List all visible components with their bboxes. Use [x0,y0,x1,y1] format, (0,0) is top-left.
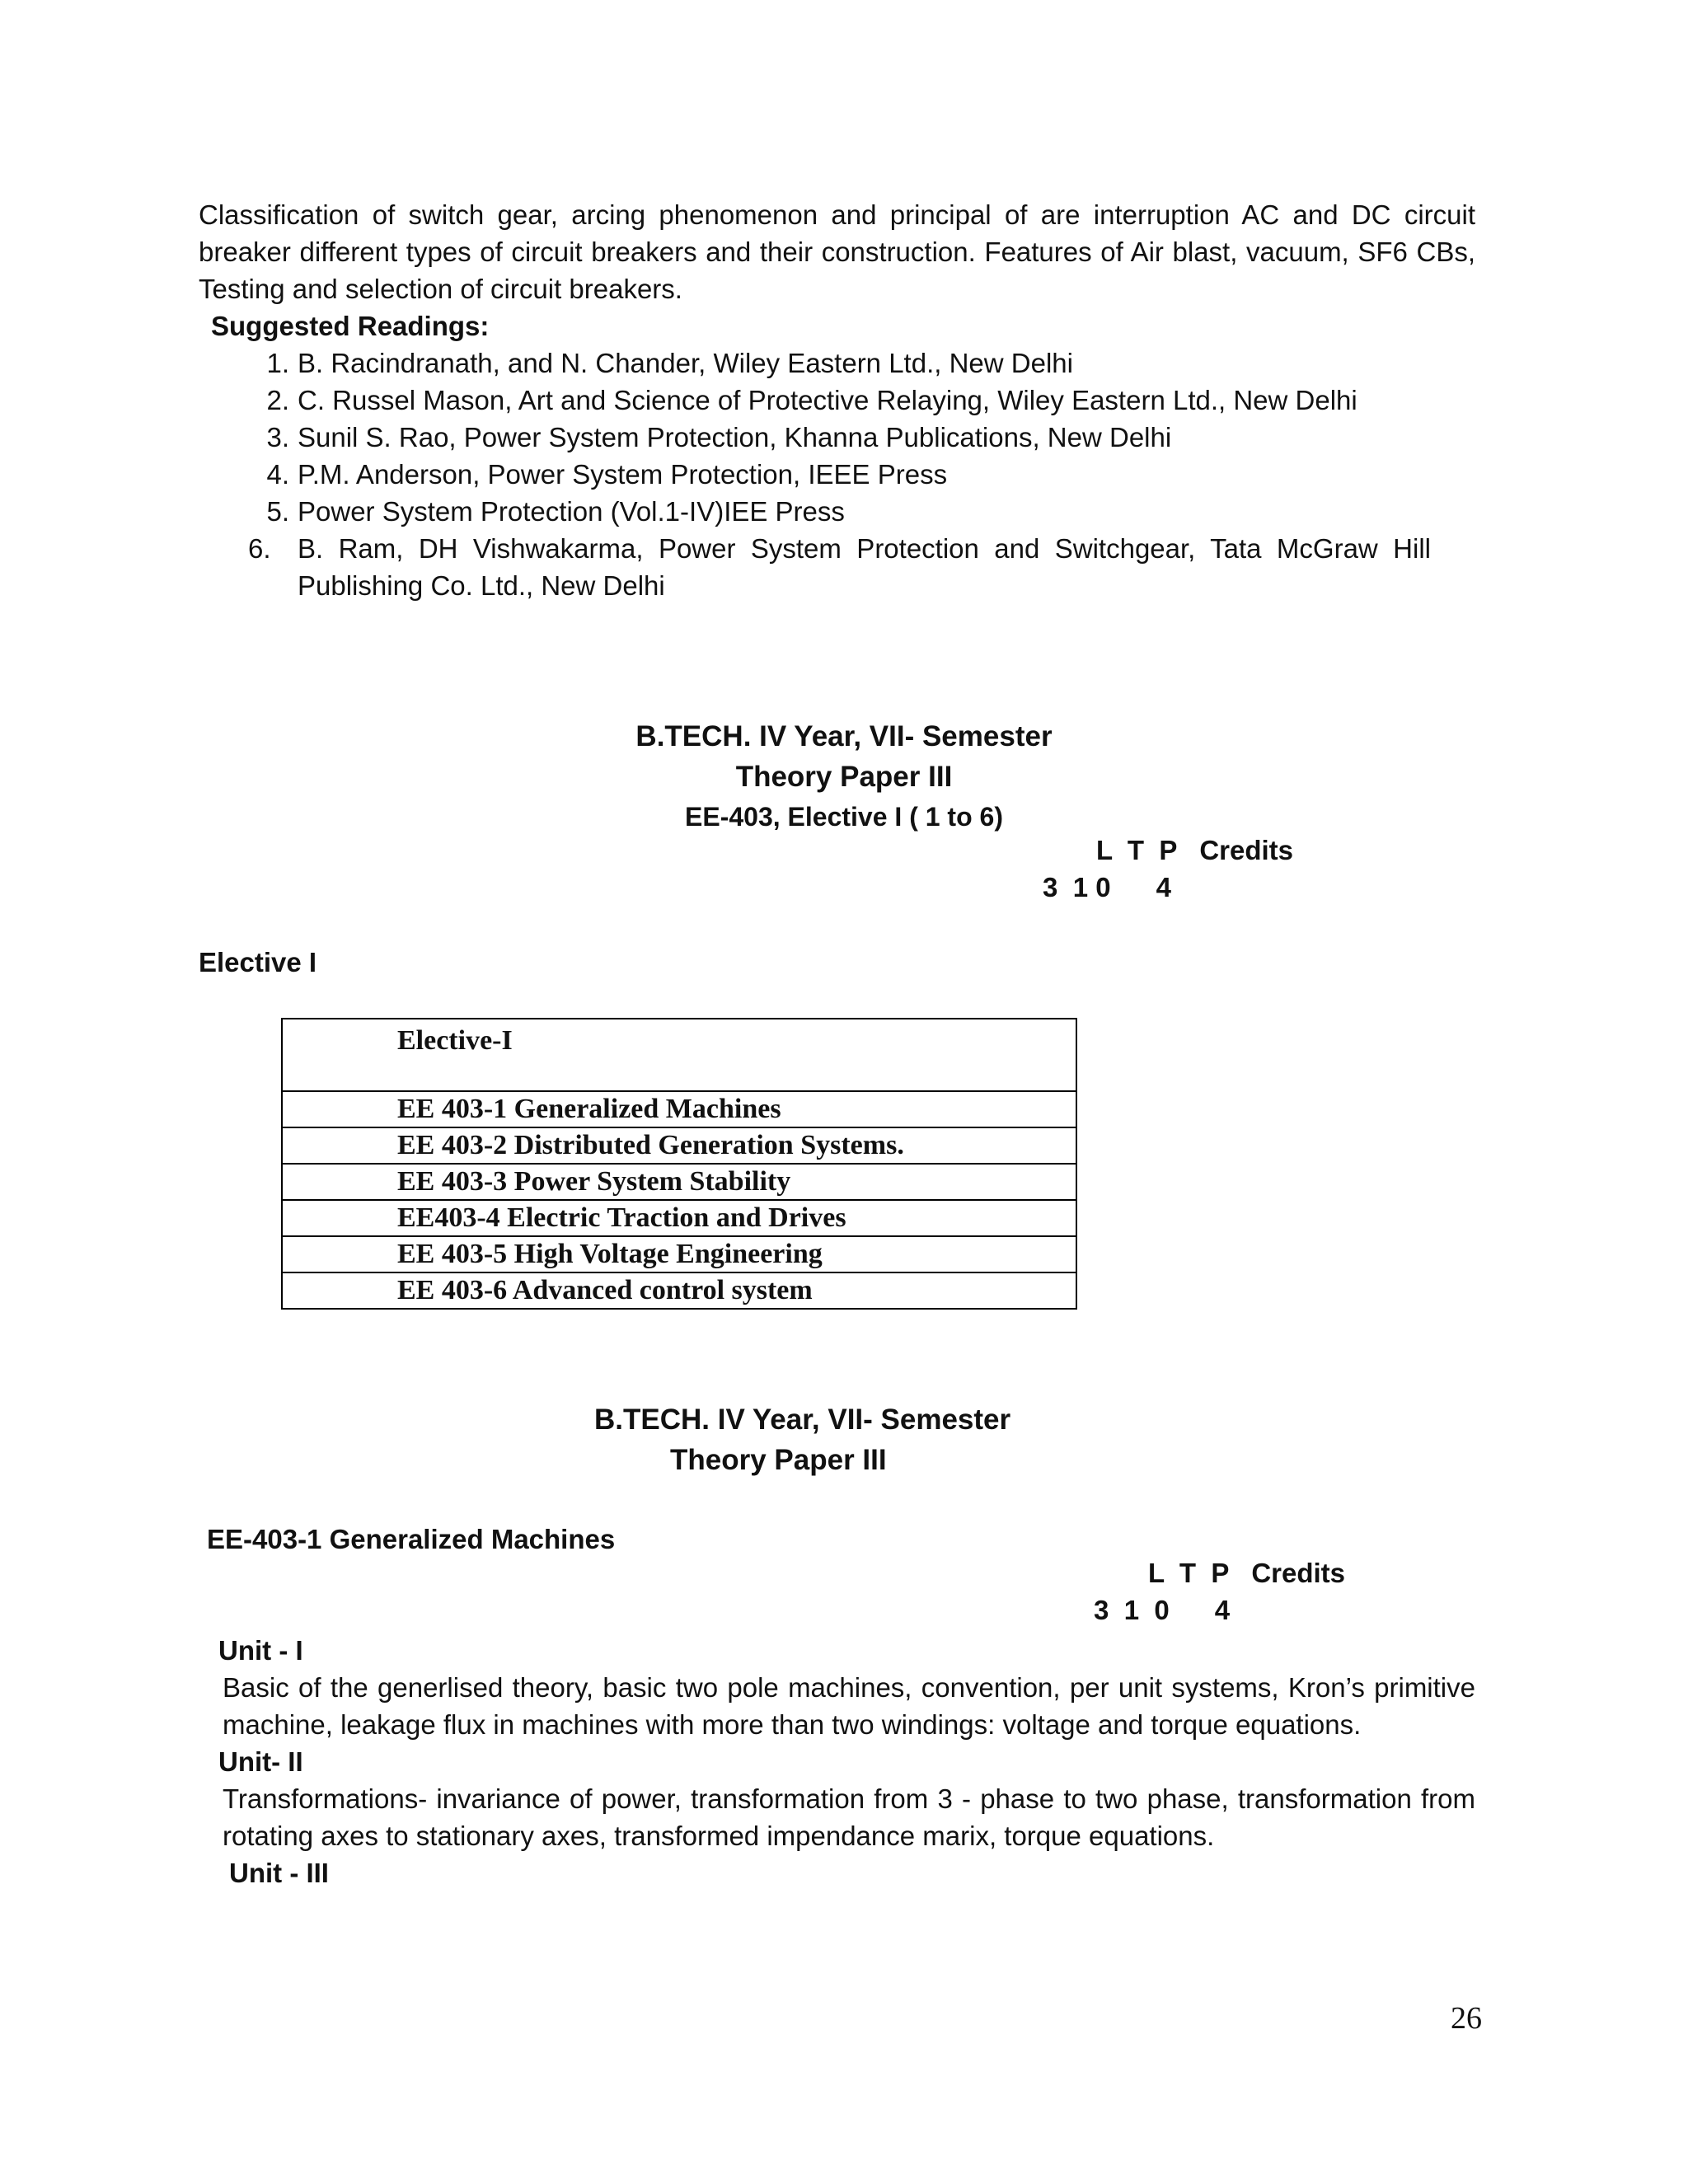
elective-label: Elective I [199,947,317,977]
section1-heading-line1: B.TECH. IV Year, VII- Semester [635,720,1053,752]
suggested-readings-list [248,344,1431,604]
table-header-cell: Elective-I [282,1019,1076,1091]
unit-2-text: Transformations- invariance of power, transformation from 3 - phase to two phase, transformation from rotating axes to stationary axes, transformed impendance marix, torque equations. [223,1783,1475,1851]
table-row [282,1236,1076,1272]
list-item [266,382,1431,419]
unit-2-title: Unit- II [218,1746,303,1777]
table-cell: EE 403-2 Distributed Generation Systems. [282,1127,1076,1164]
suggested-readings-title: Suggested Readings: [211,311,490,341]
list-item-text: B. Racindranath, and N. Chander, Wiley Eastern Ltd., New Delhi [298,348,1073,378]
list-item-text: C. Russel Mason, Art and Science of Protective Relaying, Wiley Eastern Ltd., New Delhi [298,385,1357,415]
list-item [266,456,1431,493]
section2-heading-line2: Theory Paper III [670,1444,887,1476]
list-item [266,493,1431,530]
table-cell: EE 403-3 Power System Stability [282,1164,1076,1200]
unit-1-title: Unit - I [218,1635,303,1666]
table-cell: EE 403-5 High Voltage Engineering [282,1236,1076,1272]
list-item [266,419,1431,456]
table-cell: EE 403-1 Generalized Machines [282,1091,1076,1127]
list-item [266,344,1431,382]
list-item-text: Power System Protection (Vol.1-IV)IEE Press [298,496,845,527]
table-header-row [282,1019,1076,1091]
list-item-text: Sunil S. Rao, Power System Protection, Khanna Publications, New Delhi [298,422,1172,452]
section2-heading-line1: B.TECH. IV Year, VII- Semester [594,1404,1011,1436]
unit-1-text: Basic of the generlised theory, basic two pole machines, convention, per unit systems, Kron’s primitive machine, leakage flux in machines with more than two windings: voltage and torque equations. [223,1672,1475,1740]
unit-3-title: Unit - III [229,1858,329,1888]
section2-ltp-values: 3 1 0 4 [1094,1595,1231,1625]
section1-ltp-header: L T P Credits [1096,835,1294,865]
list-item-number: 3. [266,422,289,452]
list-item-number: 4. [266,459,289,490]
list-item-number: 1. [266,348,289,378]
table-cell: EE403-4 Electric Traction and Drives [282,1200,1076,1236]
section1-heading-line2: Theory Paper III [735,761,953,793]
table-row [282,1272,1076,1309]
table-row [282,1164,1076,1200]
section2-ltp-header: L T P Credits [1148,1558,1346,1588]
section1-ltp-values: 3 1 0 4 [1043,872,1171,902]
table-cell: EE 403-6 Advanced control system [282,1272,1076,1309]
list-item [248,530,1431,604]
elective-table [281,1018,1077,1310]
list-item-text: B. Ram, DH Vishwakarma, Power System Protection and Switchgear, Tata McGraw Hill Publishing Co. Ltd., New Delhi [298,533,1431,601]
section1-heading-line3: EE-403, Elective I ( 1 to 6) [685,802,1003,832]
course-title: EE-403-1 Generalized Machines [207,1524,616,1554]
table-row [282,1091,1076,1127]
list-item-number: 2. [266,385,289,415]
list-item-number: 6. [248,533,271,564]
table-row [282,1200,1076,1236]
list-item-text: P.M. Anderson, Power System Protection, IEEE Press [298,459,948,490]
page-number: 26 [1451,2001,1482,2036]
intro-paragraph: Classification of switch gear, arcing phenomenon and principal of are interruption AC and DC circuit breaker different types of circuit breakers and their construction. Features of Air blast, vacuum, SF6 CBs, Testing and selection of circuit breakers. [199,199,1475,304]
table-row [282,1127,1076,1164]
list-item-number: 5. [266,496,289,527]
